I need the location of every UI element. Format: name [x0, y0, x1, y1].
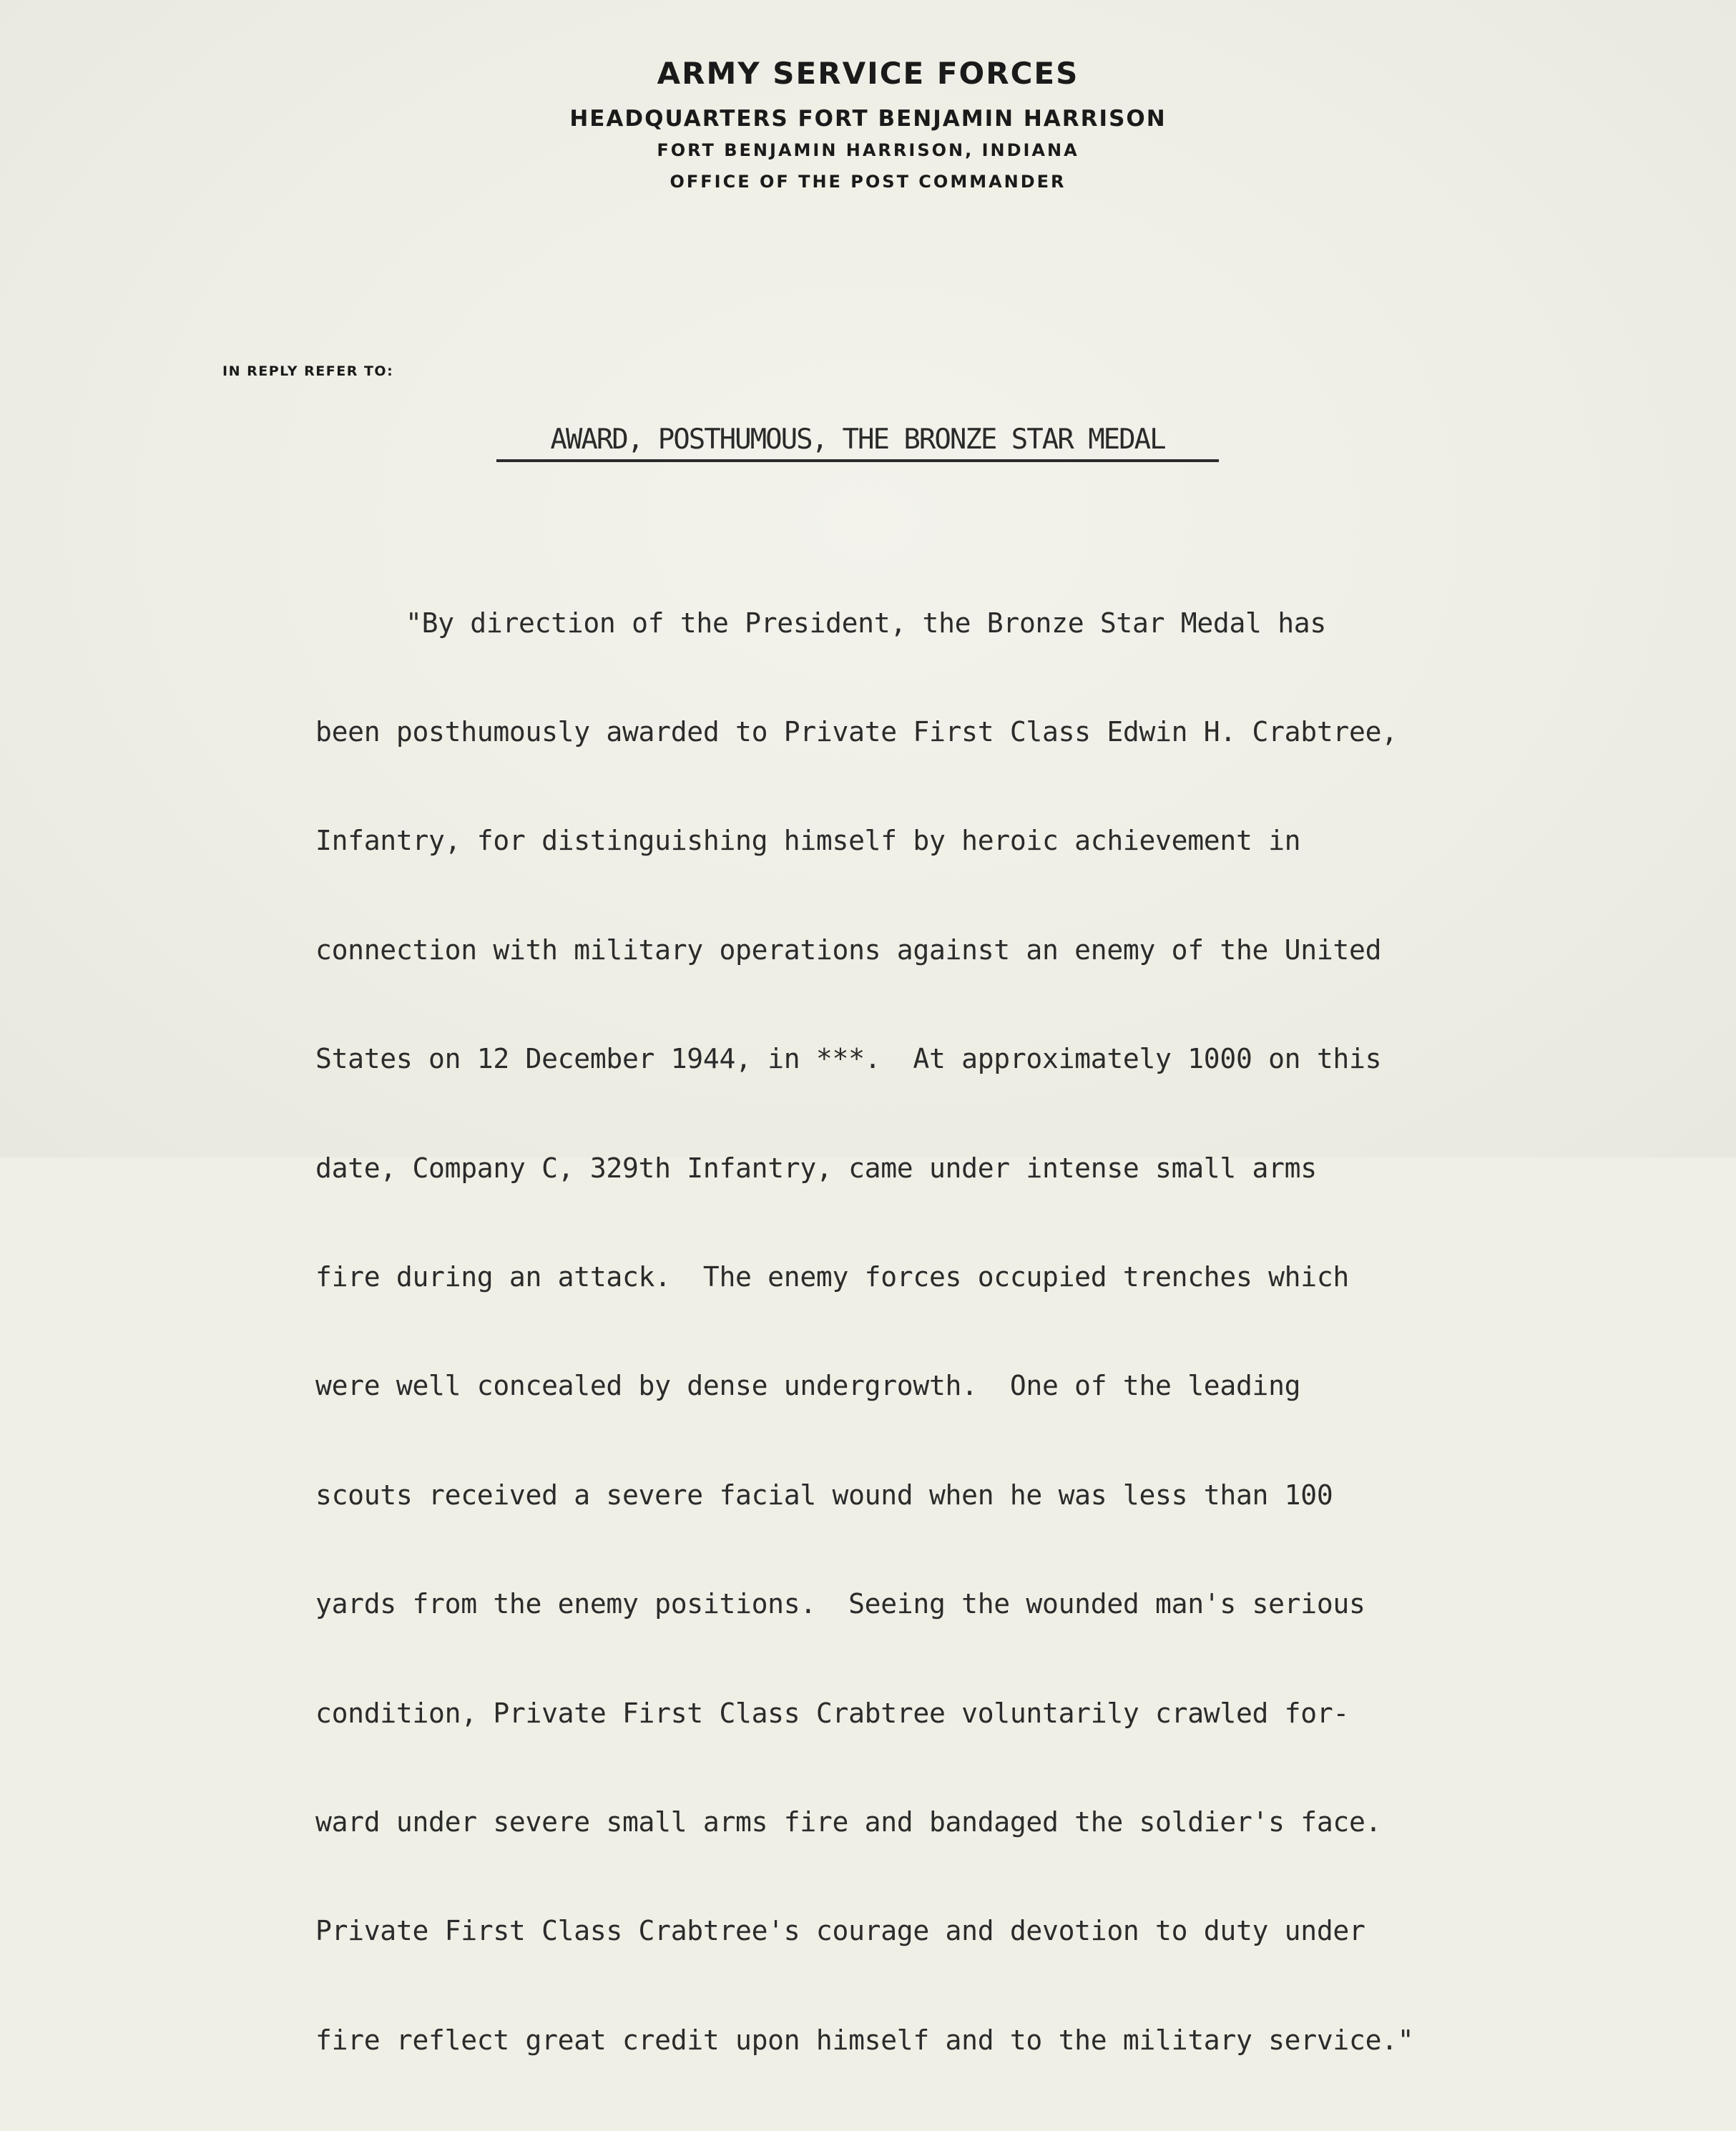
citation-line: ward under severe small arms fire and bandaged the soldier's face. [315, 1806, 1382, 1838]
citation-line: fire during an attack. The enemy forces occupied trenches which [315, 1260, 1349, 1293]
citation-line: were well concealed by dense undergrowth. One of the leading [315, 1370, 1301, 1402]
citation-line: yards from the enemy positions. Seeing the wounded man's serious [315, 1588, 1365, 1620]
letterhead-headquarters: HEADQUARTERS FORT BENJAMIN HARRISON [569, 106, 1167, 132]
letterhead-organization: ARMY SERVICE FORCES [657, 56, 1079, 91]
citation-line: Private First Class Crabtree's courage and devotion to duty under [315, 1915, 1365, 1947]
citation-line: fire reflect great credit upon himself and to the military service." [315, 2024, 1414, 2056]
citation-line: Infantry, for distinguishing himself by heroic achievement in [315, 825, 1301, 857]
citation-line: connection with military operations against an enemy of the United [315, 934, 1382, 966]
citation-line: "By direction of the President, the Bronze Star Medal has [406, 607, 1326, 639]
reply-refer-label: IN REPLY REFER TO: [222, 363, 394, 379]
letterhead-location: FORT BENJAMIN HARRISON, INDIANA [657, 140, 1079, 160]
citation-line: been posthumously awarded to Private First Class Edwin H. Crabtree, [315, 715, 1398, 748]
citation-line: condition, Private First Class Crabtree voluntarily crawled for- [315, 1697, 1349, 1729]
subject-underline [496, 459, 1219, 462]
subject-heading: AWARD, POSTHUMOUS, THE BRONZE STAR MEDAL [550, 423, 1165, 456]
citation-line: scouts received a severe facial wound when he was less than 100 [315, 1479, 1333, 1511]
citation-body [315, 532, 1413, 2131]
citation-line: date, Company C, 329th Infantry, came under intense small arms [315, 1152, 1317, 1184]
letterhead-office: OFFICE OF THE POST COMMANDER [670, 172, 1066, 192]
citation-line: States on 12 December 1944, in ***. At approximately 1000 on this [315, 1043, 1382, 1075]
